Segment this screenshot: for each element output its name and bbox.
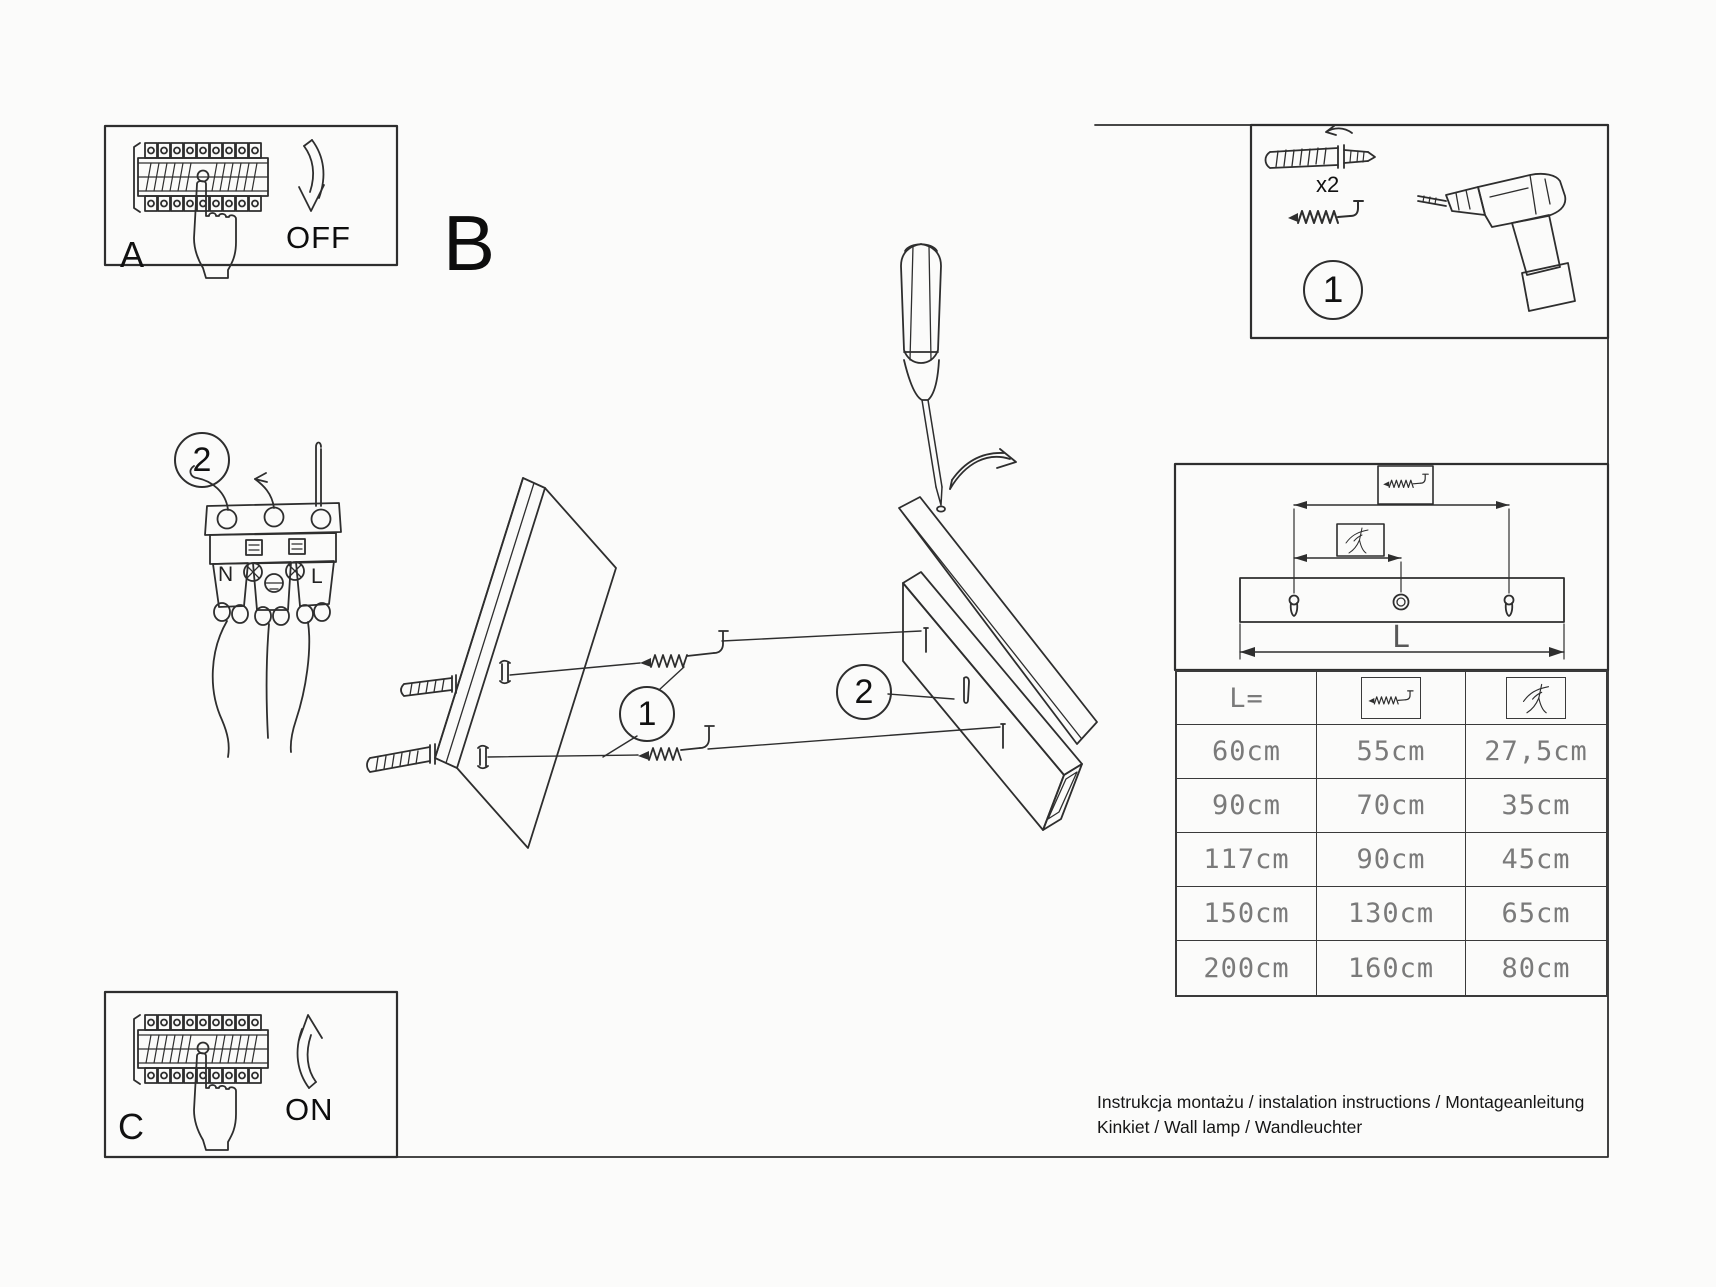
screwdriver-icon [901, 244, 942, 505]
table-cell: 35cm [1466, 779, 1606, 833]
callout-number: 2 [854, 672, 874, 711]
lamp-body [903, 572, 1082, 830]
table-cell: 45cm [1466, 833, 1606, 887]
quantity-label: x2 [1316, 172, 1340, 197]
step-number: 1 [1322, 269, 1344, 310]
drill-icon [1418, 174, 1575, 311]
box-c-border [105, 992, 397, 1157]
wall-plug-anchor-icon [1266, 126, 1376, 168]
table-cell: 90cm [1317, 833, 1466, 887]
terminal-block-icon [190, 440, 341, 758]
table-cell: 150cm [1177, 887, 1317, 941]
leader-lines [488, 631, 1000, 757]
table-cell: 160cm [1317, 941, 1466, 995]
table-header-length: L= [1177, 672, 1317, 725]
table-cell: 200cm [1177, 941, 1317, 995]
table-cell: 55cm [1317, 725, 1466, 779]
table-cell: 60cm [1177, 725, 1317, 779]
table-cell: 90cm [1177, 779, 1317, 833]
power-on-label: ON [285, 1092, 334, 1127]
footer-line-1: Instrukcja montażu / instalation instructions / Montageanleitung [1097, 1092, 1585, 1112]
table-cell: 130cm [1317, 887, 1466, 941]
terminal-l-label: L [311, 565, 323, 588]
wall-plug-icon [401, 675, 456, 696]
rotate-arrow-icon [950, 449, 1016, 489]
circuit-breaker-icon [134, 143, 268, 212]
section-b-label: B [443, 199, 497, 287]
length-table [1175, 670, 1608, 997]
parts-box-border [1251, 125, 1608, 338]
wall-section-drawing [435, 478, 616, 848]
table-cell: 70cm [1317, 779, 1466, 833]
step-1-callout [1303, 260, 1363, 320]
table-header-hook-spacing [1317, 672, 1466, 725]
wall-plug-icon [367, 744, 435, 772]
step-2-callout [174, 432, 230, 488]
section-c-label: C [118, 1106, 144, 1147]
section-a-label: A [120, 234, 145, 275]
footer-line-2: Kinkiet / Wall lamp / Wandleuchter [1097, 1117, 1363, 1137]
hook-screw-icon [640, 631, 728, 667]
footer-text [1097, 1090, 1584, 1140]
callout-number: 1 [637, 694, 657, 733]
power-off-label: OFF [286, 220, 351, 255]
terminal-n-label: N [218, 563, 234, 586]
box-a-border [105, 126, 397, 265]
wall-screw-icon [500, 661, 510, 684]
hooks-callout [619, 686, 675, 742]
pointing-hand-icon [194, 181, 236, 278]
page-frame [105, 125, 1608, 1157]
table-cell: 27,5cm [1466, 725, 1606, 779]
table-cell: 80cm [1501, 952, 1571, 984]
table-header-wire-position [1466, 672, 1606, 725]
hook-screw-icon [1361, 677, 1421, 719]
arrow-up-icon [298, 1015, 322, 1088]
step-number: 2 [192, 440, 212, 479]
table-cell: 65cm [1466, 887, 1606, 941]
length-dimension-label: L [1392, 620, 1411, 655]
arrow-down-icon [299, 140, 324, 211]
table-cell: 117cm [1177, 833, 1317, 887]
slots-callout [836, 664, 892, 720]
wall-screw-icon [478, 746, 488, 769]
wire-cutter-icon [1506, 677, 1566, 719]
lamp-cover-plate [899, 497, 1097, 744]
